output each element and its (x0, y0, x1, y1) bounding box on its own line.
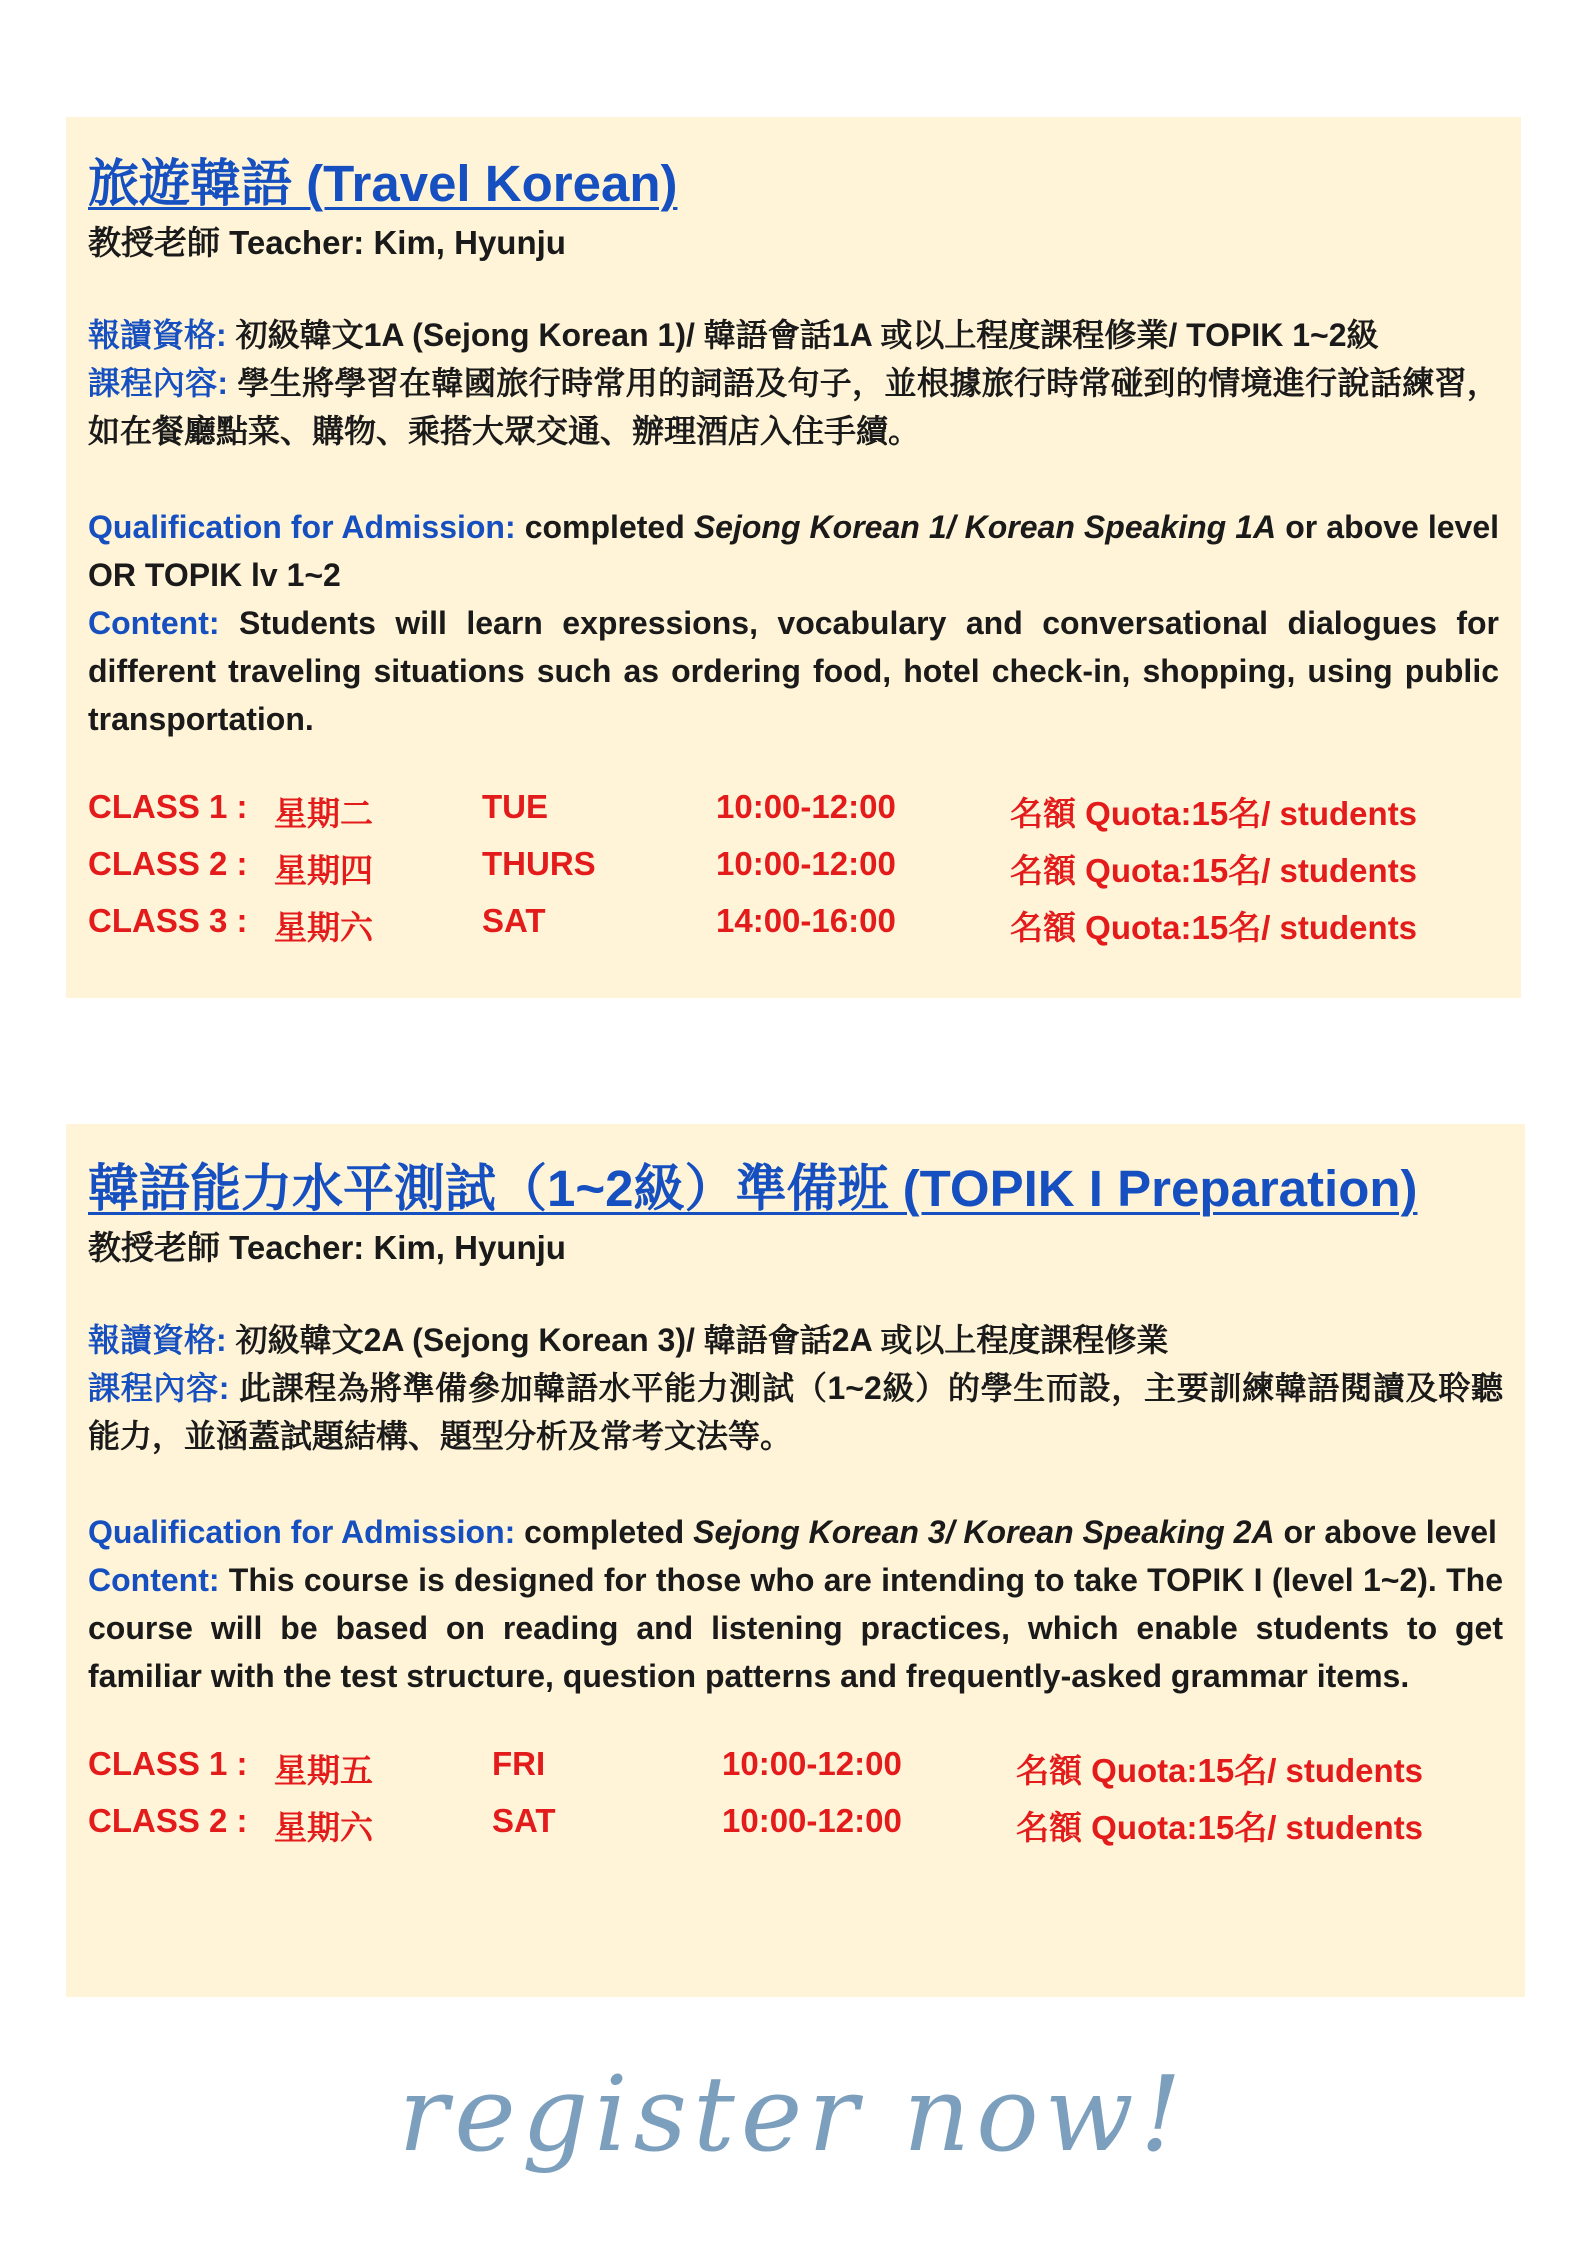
zh-content (88, 1364, 1503, 1460)
class-schedule (88, 788, 1499, 959)
class-quota: 名額 Quota:15名/ students (1016, 1752, 1424, 1790)
zh-qualification (88, 1316, 1503, 1364)
zh-qualification-label: 報讀資格: (88, 317, 227, 354)
course-title[interactable]: 旅遊韓語 (Travel Korean) (88, 155, 678, 212)
class-time: 10:00-12:00 (722, 1802, 902, 1840)
class-label: CLASS 1 : (88, 1745, 248, 1783)
en-content-text: This course is designed for those who are intending to take TOPIK I (level 1~2). The course will be based on reading and listening practices, which enable students to get familiar with the test structure, question patterns and frequently-asked grammar items. (88, 1562, 1503, 1695)
class-quota: 名額 Quota:15名/ students (1010, 909, 1418, 947)
class-row (88, 1802, 1503, 1859)
class-time: 10:00-12:00 (722, 1745, 902, 1783)
class-label: CLASS 3 : (88, 902, 248, 940)
course-teacher: 教授老師 Teacher: Kim, Hyunju (88, 1229, 566, 1267)
zh-qualification-label: 報讀資格: (88, 1322, 227, 1359)
course-card-travel-korean (66, 117, 1521, 998)
zh-content (88, 359, 1499, 455)
zh-description (88, 311, 1499, 455)
en-content-text: Students will learn expressions, vocabulary and conversational dialogues for different traveling situations such as ordering food, hotel check-in, shopping, using public transportation. (88, 605, 1499, 738)
class-time: 14:00-16:00 (716, 902, 896, 940)
class-row (88, 1745, 1503, 1802)
en-description (88, 1508, 1503, 1700)
en-content-label: Content: (88, 605, 220, 642)
class-day-en: SAT (492, 1802, 556, 1840)
class-day-zh: 星期六 (274, 909, 373, 947)
course-card-topik-preparation (66, 1124, 1525, 1997)
class-row (88, 788, 1499, 845)
en-content-label: Content: (88, 1562, 220, 1599)
class-day-en: TUE (482, 788, 548, 826)
class-label: CLASS 2 : (88, 1802, 248, 1840)
en-qualification-pre: completed (515, 1514, 694, 1551)
register-now-text: register now! (398, 2053, 1188, 2175)
class-day-en: FRI (492, 1745, 546, 1783)
zh-description (88, 1316, 1503, 1460)
course-teacher: 教授老師 Teacher: Kim, Hyunju (88, 224, 566, 262)
en-qualification (88, 1508, 1503, 1556)
zh-content-text: 學生將學習在韓國旅行時常用的詞語及句子，並根據旅行時常碰到的情境進行說話練習，如在餐廳點菜、購物、乘搭大眾交通、辦理酒店入住手續。 (88, 365, 1499, 450)
class-label: CLASS 1 : (88, 788, 248, 826)
class-schedule (88, 1745, 1503, 1859)
en-qualification-courses: Sejong Korean 1/ Korean Speaking 1A (693, 509, 1277, 546)
en-qualification-post: or above level OR TOPIK lv 1~2 (88, 509, 1500, 594)
zh-qualification (88, 311, 1499, 359)
zh-content-label: 課程內容: (88, 1370, 230, 1407)
zh-content-label: 課程內容: (88, 365, 229, 402)
class-time: 10:00-12:00 (716, 845, 896, 883)
class-quota: 名額 Quota:15名/ students (1010, 852, 1418, 890)
en-content (88, 599, 1499, 743)
en-qualification-label: Qualification for Admission: (88, 1514, 516, 1551)
en-qualification-label: Qualification for Admission: (88, 509, 516, 546)
class-row (88, 902, 1499, 959)
en-content (88, 1556, 1503, 1700)
course-title[interactable]: 韓語能力水平測試（1~2級）準備班 (TOPIK I Preparation) (88, 1160, 1418, 1217)
class-day-en: SAT (482, 902, 546, 940)
zh-content-text: 此課程為將準備參加韓語水平能力測試（1~2級）的學生而設，主要訓練韓語閱讀及聆聽能力，並涵蓋試題結構、題型分析及常考文法等。 (88, 1370, 1503, 1455)
register-now-link[interactable] (0, 2022, 1587, 2222)
class-day-zh: 星期五 (274, 1752, 373, 1790)
class-label: CLASS 2 : (88, 845, 248, 883)
zh-qualification-text: 初級韓文1A (Sejong Korean 1)/ 韓語會話1A 或以上程度課程修業/ TOPIK 1~2級 (226, 317, 1379, 354)
class-day-zh: 星期二 (274, 795, 373, 833)
zh-qualification-text: 初級韓文2A (Sejong Korean 3)/ 韓語會話2A 或以上程度課程修業 (226, 1322, 1169, 1359)
class-quota: 名額 Quota:15名/ students (1016, 1809, 1424, 1847)
class-quota: 名額 Quota:15名/ students (1010, 795, 1418, 833)
class-day-zh: 星期四 (274, 852, 373, 890)
en-qualification (88, 503, 1499, 599)
en-qualification-post: or above level (1274, 1514, 1497, 1551)
class-row (88, 845, 1499, 902)
class-day-zh: 星期六 (274, 1809, 373, 1847)
class-time: 10:00-12:00 (716, 788, 896, 826)
en-qualification-courses: Sejong Korean 3/ Korean Speaking 2A (693, 1514, 1275, 1551)
en-qualification-pre: completed (515, 509, 694, 546)
class-day-en: THURS (482, 845, 596, 883)
en-description (88, 503, 1499, 743)
